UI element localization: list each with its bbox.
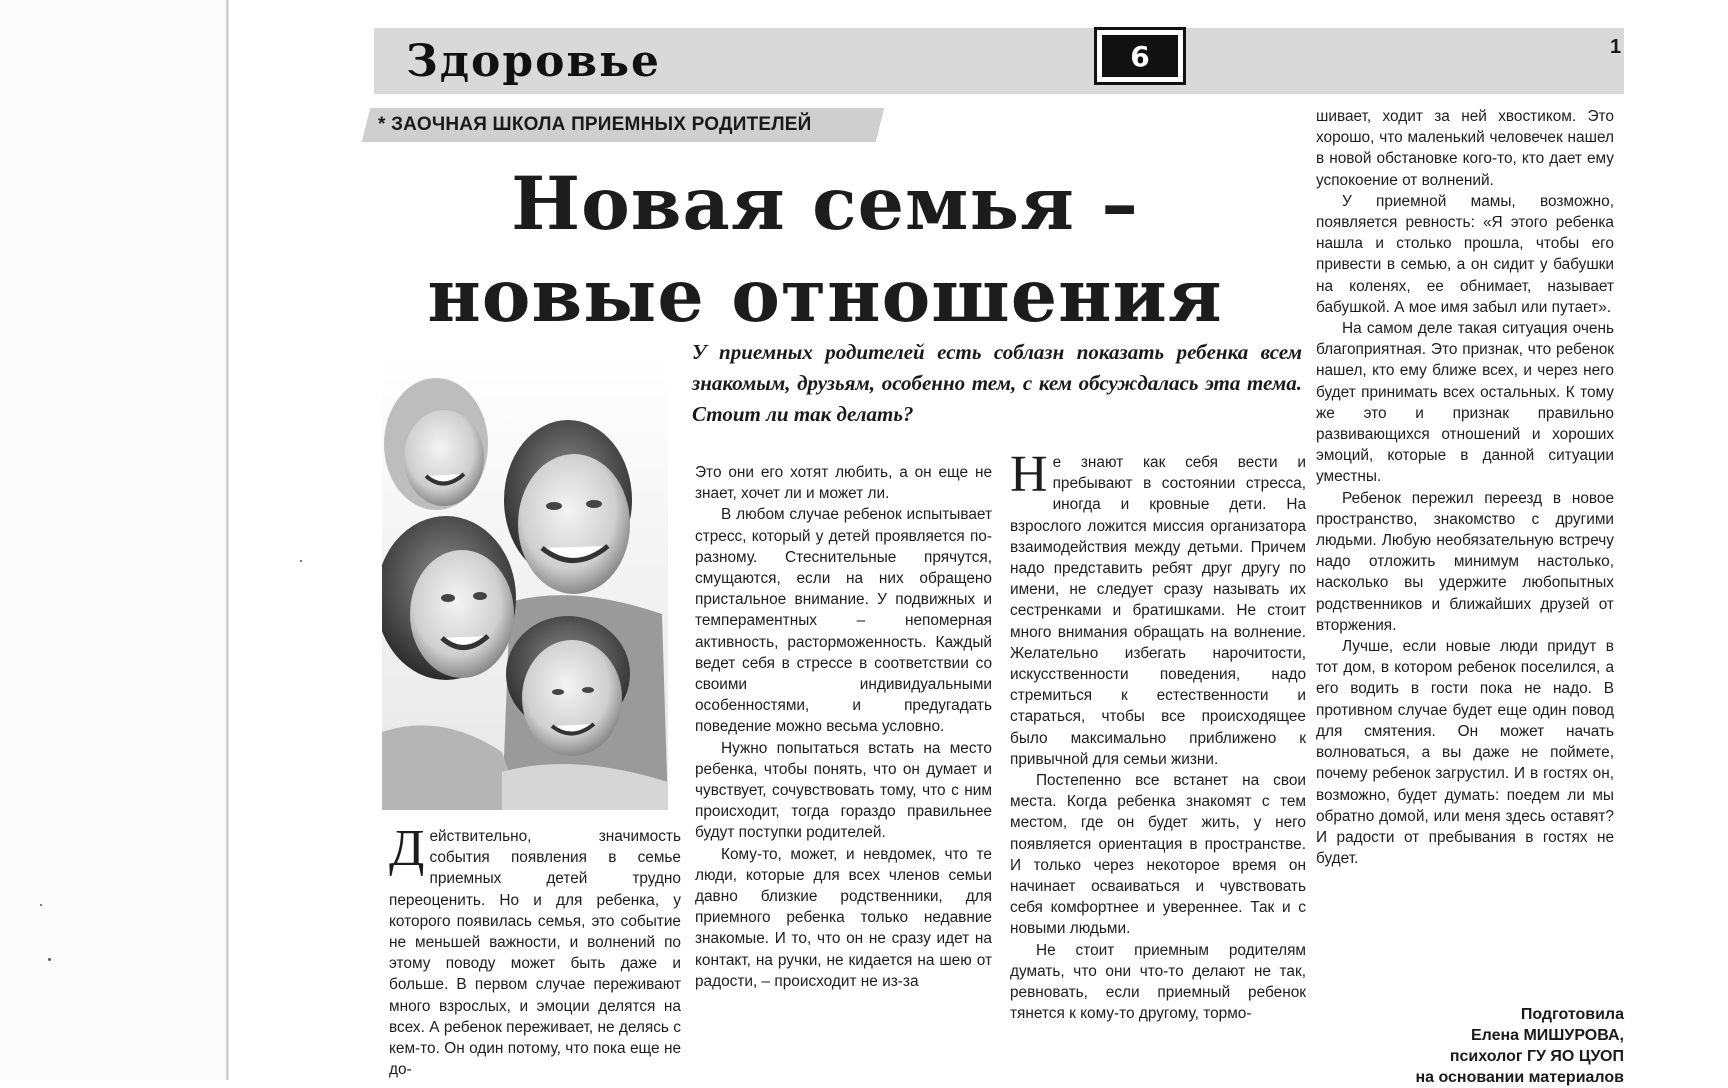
paragraph: шивает, ходит за ней хвостиком. Это хорошо, что маленький человечек нашел в новой обстановке кого-то, кто дает ему успокоение от волнений. [1316, 108, 1614, 189]
text-column-4 [1316, 106, 1614, 869]
headline-line-2: новые отношения [427, 253, 1223, 339]
scan-speck [300, 560, 302, 562]
family-photo-icon [382, 352, 668, 810]
text-column-2 [695, 462, 992, 992]
scanner-margin [0, 0, 229, 1080]
paragraph: Лучше, если новые люди придут в тот дом, в котором ребенок поселился, а его водить в гости пока не надо. В противном случае будет еще один повод для смятения. Он может начать волноваться, а вы даже не поймете, почему ребенок загрустил. И в гостях он, возможно, будет думать: поедем ли мы обратно домой, или меня здесь оставят? И радости от пребывания в гостях не будет. [1316, 638, 1614, 868]
page-number: 6 [1102, 35, 1178, 77]
scan-speck [40, 904, 42, 906]
paragraph: Не знают как себя вести и пребывают в состоянии стресса, иногда и кровные дети. На взрослого ложится миссия организатора взаимодействия между детьми. Причем надо представить ребят друг другу по имени, не следует сразу называть их сестренками и братишками. Не стоит много внимания обращать на волнение. Желательно избегать нарочитости, искусственности поведения, надо стремиться к естественности и стараться, чтобы все происходящее было максимально приближено к привычной для семьи жизни. [1010, 446, 1306, 768]
paragraph: Постепенно все встанет на свои места. Когда ребенка знакомят с тем местом, где он будет жить, у него появляется ориентация в пространстве. И только через некоторое время он начинает осваиваться и чувствовать себя комфортнее и увереннее. Так и с новыми людьми. [1010, 772, 1306, 938]
signature-line: Елена МИШУРОВА, [1470, 1027, 1624, 1044]
paragraph: Не стоит приемным родителям думать, что они что-то делают не так, ревновать, если приемный ребенок тянется к кому-то другому, тормо- [1010, 941, 1306, 1023]
author-signature [1300, 1004, 1624, 1088]
headline [380, 158, 1270, 342]
paragraph: В любом случае ребенок испытывает стресс, который у детей проявляется по-разному. Стеснительные прячутся, смущаются, если на них обращено пристальное внимание. У подвижных и темпераментных – непомерная активность, расторможенность. Каждый ведет себя в стрессе в соответствии со своими индивидуальными особенностями, и предугадать поведение можно весьма условно. [695, 506, 992, 736]
signature-line: на основании материалов [1415, 1069, 1624, 1086]
signature-line: психолог ГУ ЯО ЦУОП [1449, 1048, 1624, 1065]
drop-cap: Н [1010, 446, 1048, 503]
drop-cap: Д [389, 820, 425, 877]
section-title: Здоровье [406, 36, 661, 87]
corner-number: 1 [1610, 36, 1622, 58]
text-column-1 [389, 820, 681, 1080]
paragraph: Это они его хотят любить, а он еще не знает, хочет ли и может ли. [695, 464, 992, 503]
paragraph: На самом деле такая ситуация очень благоприятная. Это признак, что ребенок нашел, кто ему ближе всех, и через него будет принимать всех остальных. К тому же это и признак правильно развивающихся отношений и хороших эмоций, которые в данной ситуации уместны. [1316, 320, 1614, 486]
paragraph: Нужно попытаться встать на место ребенка, чтобы понять, что он думает и чувствует, сочувствовать тому, что с ним происходит, тогда гораздо правильнее будут поступки родителей. [695, 739, 992, 842]
lead-paragraph: У приемных родителей есть соблазн показать ребенка всем знакомым, друзьям, особенно тем, с кем обсуждалась эта тема. Стоит ли так делать? [692, 340, 1302, 426]
paragraph: Ребенок пережил переезд в новое пространство, знакомство с другими людьми. Любую необязательную встречу надо отложить минимум настолько, насколько вы удержите любопытных родственников и ближайших друзей от вторжения. [1316, 489, 1614, 634]
page-edge [226, 0, 228, 1080]
rubric-label: * ЗАОЧНАЯ ШКОЛА ПРИЕМНЫХ РОДИТЕЛЕЙ [378, 114, 812, 135]
page-number-badge [1094, 27, 1186, 85]
paragraph: Действительно, значимость события появления в семье приемных детей трудно переоценить. Но и для ребенка, у которого появилась семья, это событие не меньшей важности, и волнений по этому поводу может быть даже и больше. В первом случае переживают много взрослых, и эмоции делятся на всех. А ребенок переживает, не делясь с кем-то. Он один потому, что пока еще не до- [389, 820, 681, 1079]
signature-line: Подготовила [1520, 1006, 1624, 1023]
headline-line-1: Новая семья – [511, 161, 1139, 247]
scan-speck [48, 958, 51, 961]
paragraph: У приемной мамы, возможно, появляется ревность: «Я этого ребенка нашла и столько прошла, чтобы его привести в семью, а он сидит у бабушки на коленях, ее обнимает, называет бабушкой. А мое имя забыл или путает». [1316, 192, 1614, 316]
family-photo [382, 352, 668, 810]
text-column-3 [1010, 446, 1306, 1024]
paragraph: Кому-то, может, и невдомек, что те люди, которые для всех членов семьи давно близкие родственники, для приемного ребенка только недавние знакомые. И то, что он не сразу идет на контакт, на ручки, не кидается на шею от радости, – происходит не из-за [695, 845, 992, 990]
